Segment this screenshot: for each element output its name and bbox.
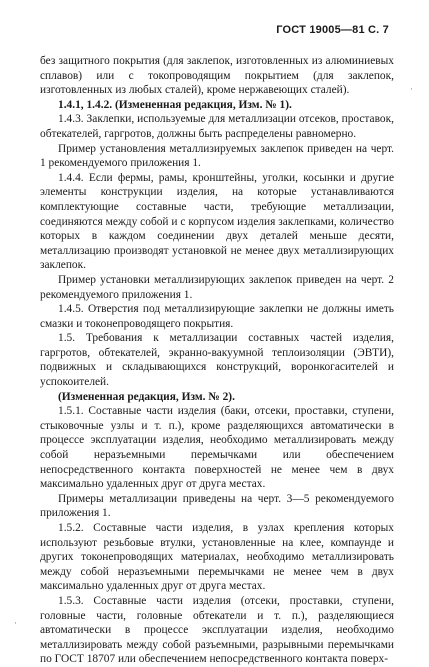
paragraph-1: 1.4.1, 1.4.2. (Измененная редакция, Изм. № 1). bbox=[58, 98, 292, 111]
paragraph-7: 1.5. Требования к металлизации составных частей изделия, гаргротов, обтекателей, экранно-вакуумной теплоизоляции (ЭВТИ), подвижных и складывающихся конструкций, воронкогасителей и успокоителей. bbox=[40, 332, 394, 389]
paragraph-4: 1.4.4. Если фермы, рамы, кронштейны, уголки, косынки и другие элементы конструкции изделия, на которые устанавливаются комплектующие составные части, требующие металлизации, соединяются между собой и с корпусом изделия заклепками, количество которых в каждом соединении двух деталей меньше десяти, металлизацию производят установкой не менее двух металлизирующих заклепок. bbox=[40, 171, 394, 272]
paragraph-12: 1.5.3. Составные части изделия (отсеки, проставки, ступени, головные части, головные обтекатели и т. п.), разделяющиеся автоматически в процессе эксплуатации изделия, необходимо металлизировать между собой разъемными, разрывными перемычками по ГОСТ 18707 или обеспечением непосредственного контакта поверх- bbox=[40, 594, 394, 666]
paragraph-10: Примеры металлизации приведены на черт. 3—5 рекомендуемого приложения 1. bbox=[40, 492, 394, 520]
paragraph-8: (Измененная редакция, Изм. № 2). bbox=[58, 390, 235, 403]
paragraph-3: Пример установления металлизируемых заклепок приведен на черт. 1 рекомендуемого приложения 1. bbox=[40, 142, 394, 170]
paragraph-11: 1.5.2. Составные части изделия, в узлах крепления которых используют резьбовые втулки, установленные на клее, компаунде и других токонепроводящих материалах, необходимо металлизировать между собой неразъемными перемычками не менее чем в двух максимально удаленных друг от друга местах. bbox=[40, 522, 394, 593]
paragraph-0: без защитного покрытия (для заклепок, изготовленных из алюминиевых сплавов) или с токопроводящим покрытием (для заклепок, изготовленных из любых сталей), кроме нержавеющих сталей). bbox=[40, 55, 394, 97]
paragraph-6: 1.4.5. Отверстия под металлизирующие заклепки не должны иметь смазки и токонепроводящего покрытия. bbox=[40, 303, 394, 330]
paragraph-5: Пример установки металлизирующих заклепок приведен на черт. 2 рекомендуемого приложения 1. bbox=[40, 273, 394, 301]
page-header: ГОСТ 19005—81 С. 7 bbox=[276, 24, 389, 36]
scan-mark: · bbox=[410, 84, 413, 94]
paragraph-2: 1.4.3. Заклепки, используемые для металлизации отсеков, проставок, обтекателей, гаргротов, должны быть распределены равномерно. bbox=[40, 113, 394, 140]
paragraph-9: 1.5.1. Составные части изделия (баки, отсеки, проставки, ступени, стыковочные узлы и т. п.), кроме разделяющихся автоматически в процессе эксплуатации изделия, необходимо металлизировать между собой неразъемными перемычками или обеспечением непосредственного контакта поверхностей не менее чем в двух максимально удаленных друг от друга местах. bbox=[40, 405, 394, 491]
document-body bbox=[40, 54, 394, 667]
scan-mark: · bbox=[14, 618, 17, 628]
